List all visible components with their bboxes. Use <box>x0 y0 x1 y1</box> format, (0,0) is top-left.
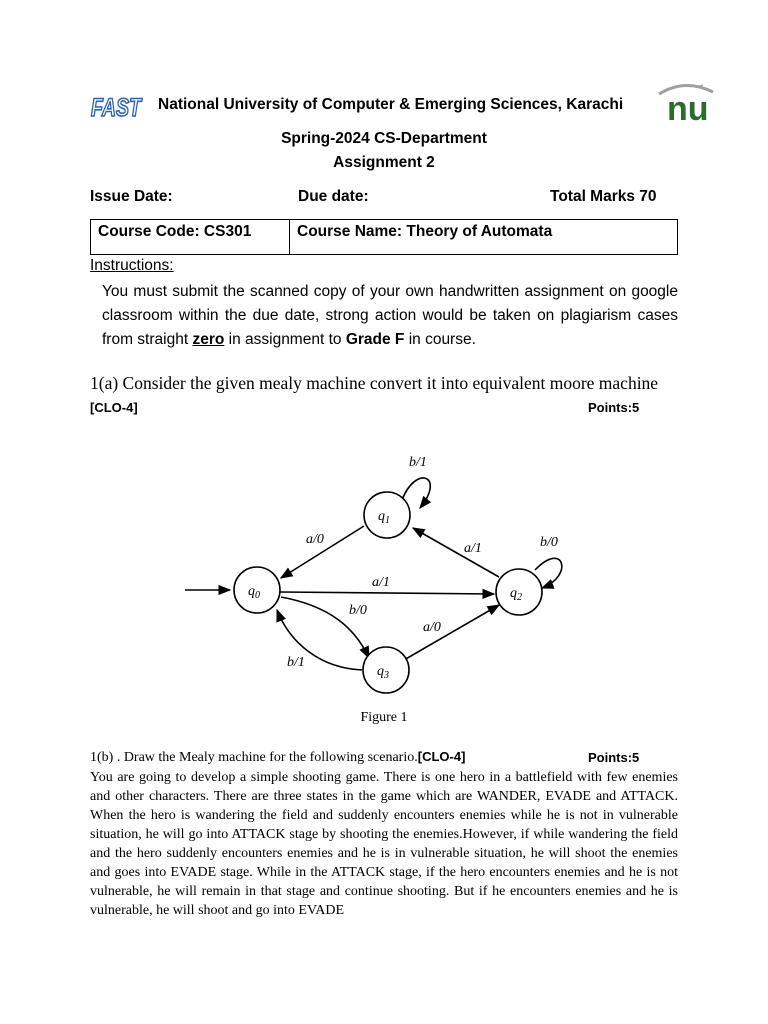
figure-caption: Figure 1 <box>360 710 408 725</box>
grade-emphasis: Grade F <box>345 331 405 348</box>
label-q0-q2: a/1 <box>372 575 390 590</box>
scenario-text: You are going to develop a simple shooting game. There is one hero in a battlefield with few enemies and other characters. There are three states in the game which are WANDER, EVADE and ATTACK. When the hero is wandering the field and suddenly encounters enemies while he is not in vulnerable situation, he will go into ATTACK stage by shooting the enemies.However, if while wandering the field and the hero suddenly encounters enemies and he is in vulnerable situation, he will shoot the enemies and goes into EVADE stage. While in the ATTACK stage, if the hero encounters enemies and he is not vulnerable, he will remain in that stage and continue shooting. But if he encounters enemies and he is vulnerable, he will shoot and go into EVADE <box>90 770 678 918</box>
state-label-q1: $q_1$ <box>378 509 390 526</box>
question-1a-clo: [CLO-4] <box>90 400 138 415</box>
state-label-q2: $q_2$ <box>510 586 522 603</box>
edge-q0-q2 <box>280 592 494 594</box>
instructions-label: Instructions: <box>90 257 174 274</box>
label-q2-self: b/0 <box>540 535 558 550</box>
label-q1-self: b/1 <box>409 455 427 470</box>
instructions-text: You must submit the scanned copy of your own handwritten assignment on google classroom within the due date, strong action would be taken on plagiarism cases from straight zero in assignment to Grade F in course. <box>102 283 678 348</box>
zero-emphasis: zero <box>192 331 225 348</box>
label-q0-q3: b/0 <box>349 603 367 618</box>
course-name: Course Name: Theory of Automata <box>297 223 553 240</box>
nu-logo-text: nu <box>667 90 709 128</box>
label-q1-q0: a/0 <box>306 532 324 547</box>
question-1a-points: Points:5 <box>588 400 640 415</box>
mealy-machine-diagram <box>180 448 580 708</box>
question-1b: 1(b) . Draw the Mealy machine for the following scenario.[CLO-4] <box>90 749 466 765</box>
issue-date: Issue Date: <box>90 188 173 205</box>
course-table <box>90 219 678 255</box>
question-1b-clo: [CLO-4] <box>417 749 466 764</box>
fast-logo <box>90 92 142 120</box>
total-marks: Total Marks 70 <box>550 188 657 205</box>
semester-title: Spring-2024 CS-Department <box>281 130 487 147</box>
state-label-q0: $q_0$ <box>248 584 260 601</box>
question-1a: 1(a) Consider the given mealy machine convert it into equivalent moore machine <box>90 373 659 393</box>
edge-q2-q1 <box>413 528 499 577</box>
question-1b-points: Points:5 <box>588 750 640 765</box>
label-q3-q0: b/1 <box>287 655 305 670</box>
assignment-title: Assignment 2 <box>333 154 435 171</box>
label-q3-q2: a/0 <box>423 620 441 635</box>
edge-q3-q2 <box>404 605 499 660</box>
course-code: Course Code: CS301 <box>91 220 290 254</box>
label-q2-q1: a/1 <box>464 541 482 556</box>
fast-logo-text: FAST <box>91 94 144 122</box>
nu-logo <box>655 80 717 126</box>
due-date: Due date: <box>298 188 369 205</box>
university-name: National University of Computer & Emerging Sciences, Karachi <box>158 96 624 113</box>
state-label-q3: $q_3$ <box>377 664 389 681</box>
